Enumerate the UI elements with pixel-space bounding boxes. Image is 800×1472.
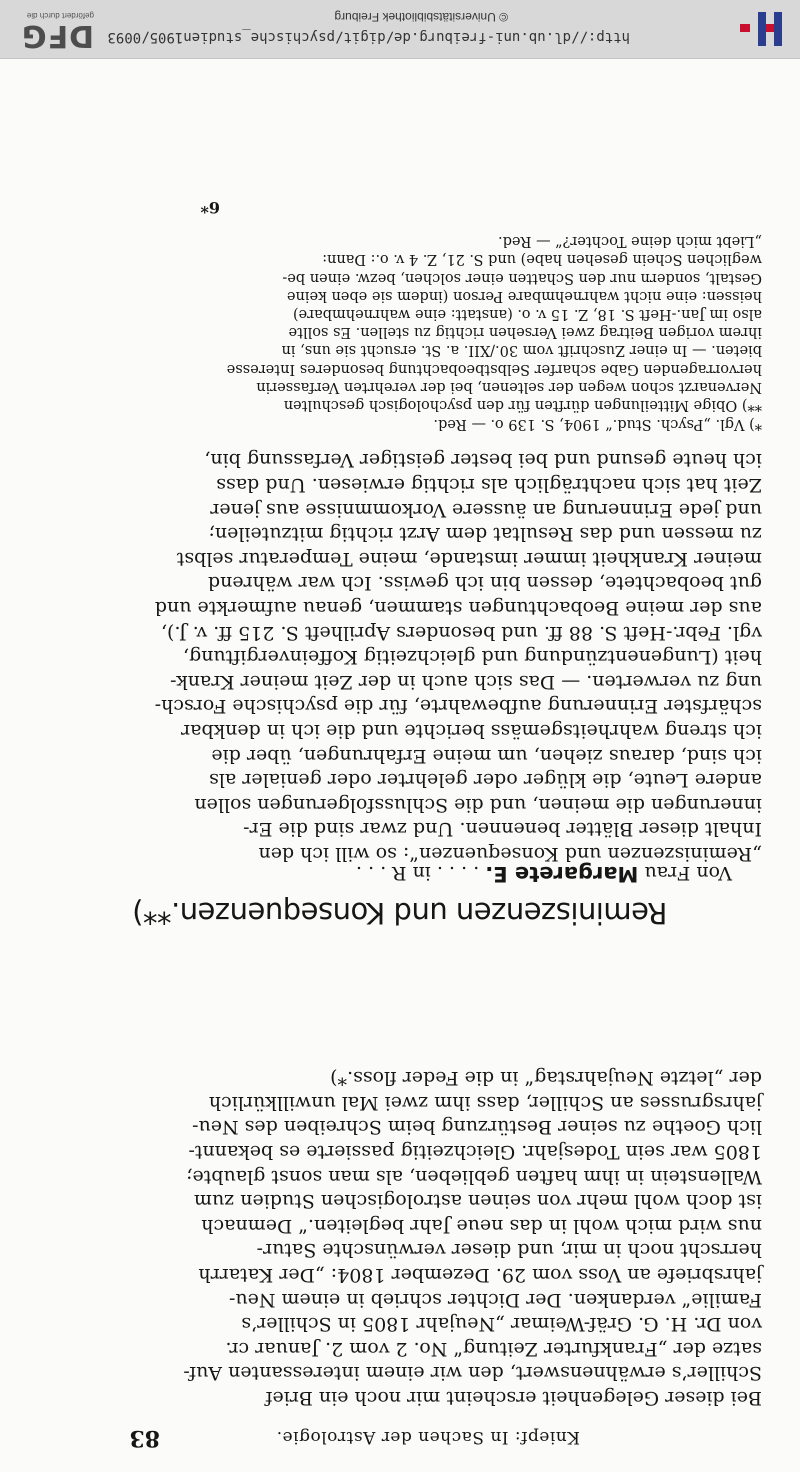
- text-line: andere Leute, die klüger oder gelehrter oder genialer als: [209, 769, 762, 792]
- footnote-line: hervorragenden Gabe scharfer Selbstbeobachtung besonderes Interesse: [226, 360, 762, 377]
- dfg-logo: DFG gefördert durch die: [20, 11, 94, 53]
- text-line: zu messen und das Resultat dem Arzt richtig mitzuteilen;: [208, 523, 762, 546]
- university-library-logo: [732, 6, 792, 52]
- text-line: ich streng wahrheitsgemäss berichte und die ich in denkbar: [181, 720, 762, 743]
- text-line: der „letzte Neujahrstag“ in die Feder floss.*): [330, 1067, 762, 1090]
- signature-mark: 6*: [200, 198, 220, 217]
- text-line: meiner Krankheit immer imstande, meine Temperatur selbst: [176, 547, 762, 570]
- text-line: aus der meine Beobachtungen stammen, genau aufmerkte und: [154, 597, 762, 620]
- text-line: gut beobachtete, dessen bin ich gewiss. Ich war während: [207, 572, 762, 595]
- text-line: und jede Erinnerung an äussere Vorkommnisse aus jener: [210, 498, 762, 521]
- text-line: Inhalt dieser Blätter benennen. Und zwar sind die Er-: [243, 818, 762, 841]
- text-line: jahrsbriefe an Voss vom 29. Dezember 1804: „Der Katarrh: [198, 1264, 762, 1287]
- text-line: „Reminiszenzen und Konsequenzen“: so will ich den: [258, 843, 762, 865]
- text-line: heit (Lungenentzündung und gleichzeitig Koffeinvergiftung,: [183, 646, 762, 669]
- footnote-line: Gestalt, sondern nur den Schatten einer solchen, bezw. einen be-: [282, 269, 762, 286]
- text-line: von Dr. H. G. Gräf-Weimar „Neujahr 1805 in Schiller’s: [241, 1313, 762, 1336]
- text-line: lich Goethe zu seiner Bestürzung beim Schreiben des Neu-: [192, 1116, 762, 1139]
- author-name: Margarete E.: [485, 862, 639, 886]
- page-header: [0, 1421, 800, 1451]
- footnote-2: [32, 232, 762, 414]
- article-title: Reminiszenzen und Konsequenzen.**): [132, 896, 668, 930]
- footnote-1: *) Vgl. „Psych. Stud.“ 1904, S. 139 o. — Red.: [433, 416, 762, 432]
- footnote-line: weglichen Schein gesehen habe) und S. 21, Z. 4 v. o.: Dann:: [322, 251, 762, 268]
- footnote-line: also im Jan.-Heft S. 18, Z. 15 v. o. (anstatt: eine wahrnehmbare): [292, 305, 762, 322]
- paragraph-schiller: [32, 1066, 762, 1410]
- library-footer: [0, 0, 800, 59]
- footnote-line: **) Obige Mitteilungen dürften für den psychologisch geschulten: [283, 397, 762, 413]
- paragraph-reminiscences: [32, 448, 762, 866]
- text-line: Schiller’s erwähnenswert, den wir einem interessanten Auf-: [183, 1362, 762, 1385]
- footnote-line: bieten. — In einer Zuschrift vom 30./XII. a. St. ersucht sie uns, in: [281, 342, 762, 359]
- source-url[interactable]: http://dl.ub.uni-freiburg.de/digit/psychische_studien1905/0093: [107, 29, 630, 45]
- text-line: ist doch wohl mehr von seinen astrologischen Studien zum: [193, 1190, 762, 1213]
- footnote-line: ihrem vorigen Beitrag zwei Versehen richtig zu stellen. Es sollte: [288, 324, 762, 341]
- byline-suffix: . . . . in R . . .: [356, 862, 480, 884]
- text-line: ich sind, daraus ziehen, um meine Erfahrungen, über die: [211, 744, 762, 767]
- text-line: herrscht noch in mir, und dieser verwünschte Satur-: [256, 1239, 762, 1262]
- text-line: satze der „Frankfurter Zeitung“ No. 2 vom 2. Januar cr.: [225, 1337, 762, 1360]
- page-number: 83: [129, 1425, 160, 1451]
- text-line: 1805 war sein Todesjahr. Gleichzeitig passierte es bekannt-: [188, 1141, 762, 1164]
- text-line: innerungen die meinen, und die Schlussfolgerungen sollen: [194, 793, 762, 816]
- running-head: Kniepf: In Sachen der Astrologie.: [276, 1427, 580, 1447]
- text-line: ung zu verwerten. — Das sich auch in der Zeit meiner Krank-: [170, 670, 762, 693]
- footnote-line: „Liebt mich deine Tochter?“ — Red.: [498, 233, 762, 250]
- text-line: vgl. Febr.-Heft S. 88 ff. und besonders Aprilheft S. 215 ff. v. J.),: [160, 621, 762, 644]
- text-line: Familie“ verdanken. Der Dichter schrieb in einem Neu-: [228, 1288, 762, 1311]
- text-line: ich heute gesund und bei bester geistiger Verfassung bin,: [204, 449, 762, 472]
- text-line: Bei dieser Gelegenheit erscheint mir noch ein Brief: [265, 1387, 762, 1409]
- footnote-line: Nervenarzt schon wegen der seltenen, bei der verehrten Verfasserin: [256, 378, 762, 395]
- byline-prefix: Von Frau: [644, 862, 732, 884]
- text-line: jahrsgrusses an Schiller, dass ihm zwei Mal unwillkürlich: [208, 1091, 762, 1114]
- text-line: Wallenstein in ihm haften geblieben, als man sonst glaubte;: [186, 1165, 762, 1188]
- text-line: Zeit hat sich nachträglich als richtig erwiesen. Und dass: [216, 474, 762, 497]
- text-line: nus wird mich wohl in das neue Jahr begleiten.“ Demnach: [201, 1214, 762, 1237]
- copyright-text: © Universitätsbibliothek Freiburg: [334, 10, 508, 24]
- text-line: schärfster Erinnerung aufbewahrte, für die psychische Forsch-: [154, 695, 762, 718]
- footnote-line: heissen: eine nicht wahrnehmbare Person (indem sie eben keine: [286, 287, 762, 304]
